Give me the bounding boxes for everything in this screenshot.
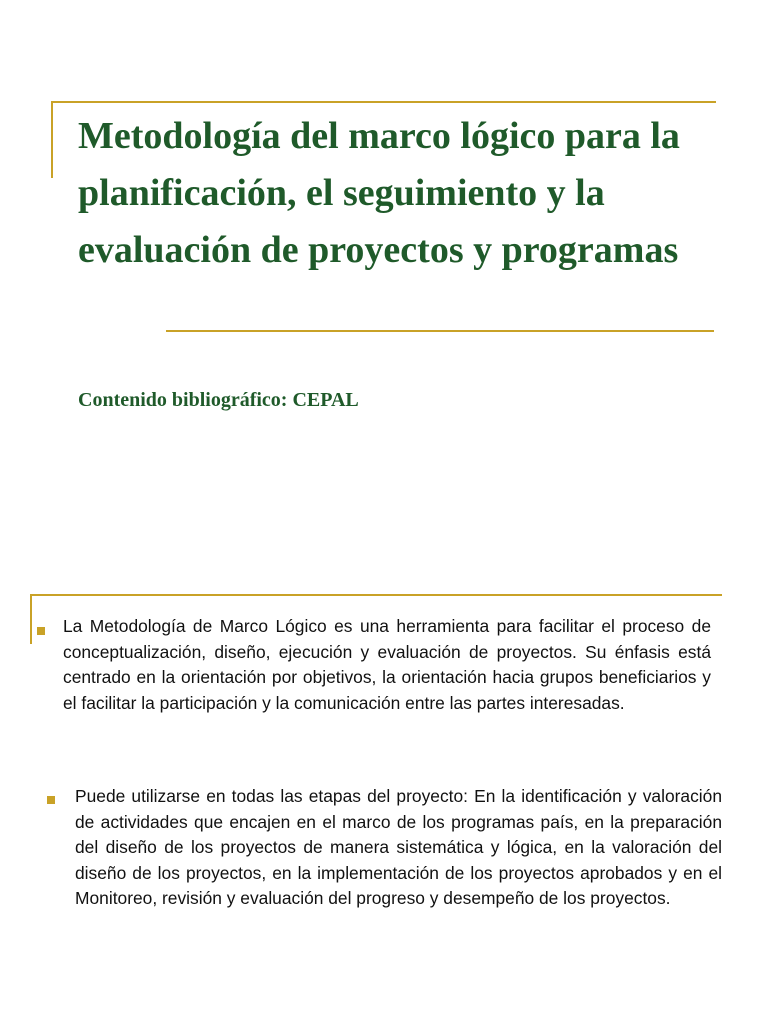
marco-logico-usage-paragraph: Puede utilizarse en todas las etapas del proyecto: En la identificación y valoración de actividades que encajen en el marco de los programas país, en la preparación del diseño de los proyectos de manera sistemática y lógica, en la valoración del diseño de los proyectos, en la implementación de los proyectos aprobados y en el Monitoreo, revisión y evaluación del progreso y desempeño de los proyectos. bbox=[75, 786, 722, 908]
slide-title: Metodología del marco lógico para la planificación, el seguimiento y la evaluación de proyectos y programas bbox=[78, 115, 680, 271]
title-frame-bottom-line bbox=[166, 330, 714, 332]
slide-2-top-line bbox=[30, 594, 722, 596]
slide-subtitle: Contenido bibliográfico: CEPAL bbox=[78, 389, 359, 411]
square-bullet-icon bbox=[47, 796, 55, 804]
slide-2-left-line bbox=[30, 594, 32, 644]
title-frame-left-line bbox=[51, 101, 53, 178]
square-bullet-icon bbox=[37, 627, 45, 635]
marco-logico-definition-paragraph: La Metodología de Marco Lógico es una herramienta para facilitar el proceso de conceptualización, diseño, ejecución y evaluación de proyectos. Su énfasis está centrado en la orientación por objetivos, la orientación hacia grupos beneficiarios y el facilitar la participación y la comunicación entre las partes interesadas. bbox=[63, 616, 711, 713]
title-frame-top-line bbox=[52, 101, 716, 103]
